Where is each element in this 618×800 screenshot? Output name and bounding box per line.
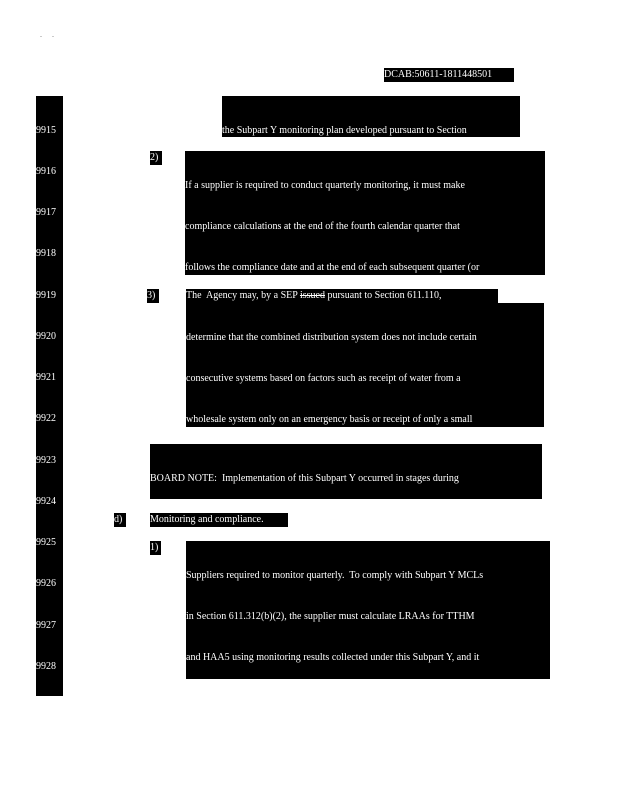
- line-number: 9921: [36, 372, 56, 383]
- text-line: wholesale system only on an emergency basis or receipt of only a small: [186, 414, 473, 425]
- line-number: 9924: [36, 495, 56, 507]
- section-d-marker: d): [114, 513, 126, 527]
- text-segment: pursuant to Section 611.110,: [324, 290, 442, 301]
- struck-text: issued: [299, 290, 325, 301]
- item-2-marker: 2): [150, 151, 162, 165]
- item-3-paragraph: [186, 303, 544, 427]
- section-d-heading: Monitoring and compliance.: [150, 513, 288, 527]
- line-number: 9920: [36, 330, 56, 342]
- line-number: 9925: [36, 537, 56, 548]
- intro-paragraph: [222, 96, 520, 137]
- text-line: follows the compliance date and at the end of each subsequent quarter (or: [185, 262, 480, 273]
- line-number-column: [36, 96, 63, 696]
- item-3-marker: 3): [147, 289, 159, 303]
- text-line: consecutive systems based on factors such as receipt of water from a: [186, 372, 461, 384]
- line-number: 9915: [36, 124, 56, 136]
- line-number: 9926: [36, 578, 56, 590]
- line-number: 9919: [36, 289, 56, 301]
- text-line: BOARD NOTE: Implementation of this Subpart Y occurred in stages during: [150, 472, 459, 484]
- item-d1-paragraph: [186, 541, 550, 679]
- text-segment: The Agency may, by a SEP: [186, 290, 300, 301]
- line-number: 9927: [36, 619, 56, 631]
- item-d1-marker: 1): [150, 541, 161, 555]
- text-line: Suppliers required to monitor quarterly. To comply with Subpart Y MCLs: [186, 569, 484, 581]
- text-line: If a supplier is required to conduct quarterly monitoring, it must make: [185, 179, 465, 191]
- document-id: DCAB:50611-1811448501: [384, 68, 514, 82]
- text-line: and HAA5 using monitoring results collected under this Subpart Y, and it: [186, 652, 480, 663]
- scan-marks: . .: [40, 30, 54, 39]
- line-number: 9918: [36, 248, 56, 260]
- text-line: the Subpart Y monitoring plan developed pursuant to Section: [222, 124, 467, 136]
- item-3-first-line: [186, 289, 498, 303]
- item-2-paragraph: [185, 151, 545, 275]
- line-number: 9917: [36, 207, 56, 218]
- text-line: compliance calculations at the end of the fourth calendar quarter that: [185, 220, 460, 232]
- line-number: 9928: [36, 660, 56, 672]
- line-number: 9922: [36, 413, 56, 425]
- line-number: 9916: [36, 165, 56, 177]
- text-line: in Section 611.312(b)(2), the supplier must calculate LRAAs for TTHM: [186, 610, 475, 622]
- text-line: determine that the combined distribution system does not include certain: [186, 331, 477, 343]
- line-number: 9923: [36, 454, 56, 466]
- board-note: [150, 444, 542, 499]
